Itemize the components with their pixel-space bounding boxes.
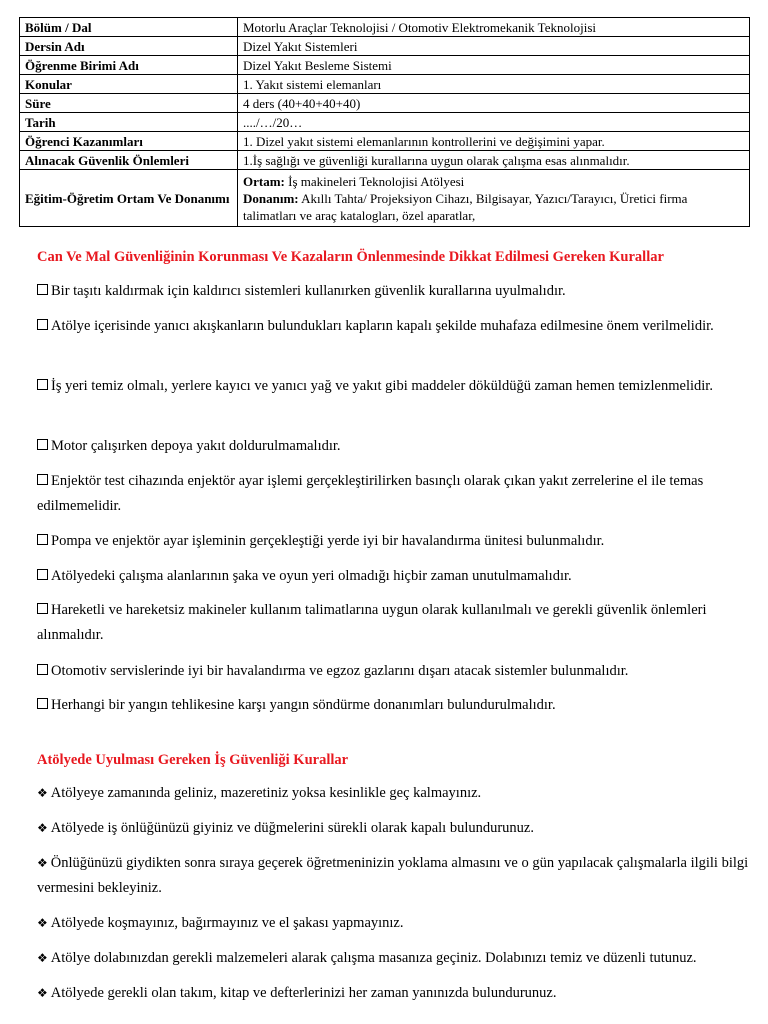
table-row bbox=[20, 94, 750, 113]
ortam-line bbox=[243, 173, 744, 190]
list-item bbox=[37, 434, 749, 459]
list-item bbox=[37, 693, 749, 718]
section-title-safety: Can Ve Mal Güvenliğinin Korunması Ve Kazaların Önlenmesinde Dikkat Edilmesi Gereken Kurallar bbox=[37, 249, 664, 265]
checkbox-icon bbox=[37, 664, 48, 675]
list-item bbox=[37, 469, 749, 519]
diamond-bullet-icon: ❖ bbox=[37, 856, 48, 870]
list-item bbox=[37, 598, 749, 648]
lesson-info-table bbox=[19, 17, 750, 227]
table-row bbox=[20, 18, 750, 37]
checkbox-icon bbox=[37, 319, 48, 330]
row-label: Konular bbox=[20, 75, 238, 94]
list-item bbox=[37, 564, 749, 589]
item-text: Atölyede iş önlüğünüzü giyiniz ve düğmelerini sürekli olarak kapalı bulundurunuz. bbox=[50, 820, 534, 836]
item-text: Atölye dolabınızdan gerekli malzemeleri alarak çalışma masanıza geçiniz. Dolabınızı temiz ve düzenli tutunuz. bbox=[50, 950, 697, 966]
item-text: Hareketli ve hareketsiz makineler kullanım talimatlarına uygun olarak kullanılmalı ve gerekli güvenlik önlemleri alınmalıdır. bbox=[37, 602, 707, 643]
list-item bbox=[37, 781, 749, 806]
table-row bbox=[20, 37, 750, 56]
row-label: Alınacak Güvenlik Önlemleri bbox=[20, 151, 238, 170]
checkbox-icon bbox=[37, 569, 48, 580]
diamond-bullet-icon: ❖ bbox=[37, 786, 48, 800]
row-label: Öğrenci Kazanımları bbox=[20, 132, 238, 151]
list-item bbox=[37, 946, 749, 971]
row-value: Dizel Yakıt Sistemleri bbox=[238, 37, 750, 56]
ortam-value: İş makineleri Teknolojisi Atölyesi bbox=[284, 173, 465, 189]
row-label: Tarih bbox=[20, 113, 238, 132]
section-title-workshop: Atölyede Uyulması Gereken İş Güvenliği Kurallar bbox=[37, 752, 349, 768]
list-item bbox=[37, 816, 749, 841]
checkbox-icon bbox=[37, 698, 48, 709]
list-item bbox=[37, 851, 749, 901]
ortam-key: Ortam: bbox=[243, 173, 285, 189]
row-value: Dizel Yakıt Besleme Sistemi bbox=[238, 56, 750, 75]
item-text: Önlüğünüzü giydikten sonra sıraya geçerek öğretmeninizin yoklama almasını ve o gün yapılacak çalışmalarla ilgili bilgi vermesini bekleyiniz. bbox=[37, 855, 749, 896]
item-text: Otomotiv servislerinde iyi bir havalandırma ve egzoz gazlarını dışarı atacak sistemler bulunmalıdır. bbox=[51, 663, 629, 679]
diamond-bullet-icon: ❖ bbox=[37, 986, 48, 1000]
item-text: Bir taşıtı kaldırmak için kaldırıcı sistemleri kullanırken güvenlik kurallarına uyulmalıdır. bbox=[51, 283, 566, 299]
table-row bbox=[20, 56, 750, 75]
row-value: ..../…/20… bbox=[238, 113, 750, 132]
donanim-value: Akıllı Tahta/ Projeksiyon Cihazı, Bilgisayar, Yazıcı/Tarayıcı, Üretici firma talimatları ve araç katalogları, özel aparatlar, bbox=[243, 190, 688, 223]
checkbox-icon bbox=[37, 379, 48, 390]
list-item bbox=[37, 529, 749, 554]
item-text: Atölyede koşmayınız, bağırmayınız ve el şakası yapmayınız. bbox=[50, 915, 404, 931]
item-text: Atölyedeki çalışma alanlarının şaka ve oyun yeri olmadığı hiçbir zaman unutulmamalıdır. bbox=[51, 568, 572, 584]
item-text: Pompa ve enjektör ayar işleminin gerçekleştiği yerde iyi bir havalandırma ünitesi bulunmalıdır. bbox=[51, 533, 605, 549]
row-value: Motorlu Araçlar Teknolojisi / Otomotiv Elektromekanik Teknolojisi bbox=[238, 18, 750, 37]
item-text: Atölye içerisinde yanıcı akışkanların bulundukları kapların kapalı şekilde muhafaza edilmesine önem verilmelidir. bbox=[51, 318, 714, 334]
item-text: İş yeri temiz olmalı, yerlere kayıcı ve yanıcı yağ ve yakıt gibi maddeler döküldüğü zaman hemen temizlenmelidir. bbox=[51, 378, 713, 394]
list-item bbox=[37, 314, 749, 339]
list-item bbox=[37, 659, 749, 684]
item-text: Atölyede gerekli olan takım, kitap ve defterlerinizi her zaman yanınızda bulundurunuz. bbox=[50, 985, 557, 1001]
table-row bbox=[20, 170, 750, 227]
row-label: Bölüm / Dal bbox=[20, 18, 238, 37]
table-row bbox=[20, 151, 750, 170]
row-value: 1. Dizel yakıt sistemi elemanlarının kontrollerini ve değişimini yapar. bbox=[238, 132, 750, 151]
row-value: 4 ders (40+40+40+40) bbox=[238, 94, 750, 113]
row-label: Öğrenme Birimi Adı bbox=[20, 56, 238, 75]
table-row bbox=[20, 132, 750, 151]
list-item bbox=[37, 374, 749, 399]
row-label: Eğitim-Öğretim Ortam Ve Donanımı bbox=[20, 170, 238, 227]
row-value bbox=[238, 170, 750, 227]
list-item bbox=[37, 911, 749, 936]
diamond-bullet-icon: ❖ bbox=[37, 821, 48, 835]
checkbox-icon bbox=[37, 439, 48, 450]
item-text: Herhangi bir yangın tehlikesine karşı yangın söndürme donanımları bulundurulmalıdır. bbox=[51, 697, 556, 713]
diamond-bullet-icon: ❖ bbox=[37, 951, 48, 965]
diamond-bullet-icon: ❖ bbox=[37, 916, 48, 930]
table-row bbox=[20, 75, 750, 94]
row-value: 1. Yakıt sistemi elemanları bbox=[238, 75, 750, 94]
row-label: Süre bbox=[20, 94, 238, 113]
donanim-line bbox=[243, 190, 744, 224]
row-value: 1.İş sağlığı ve güvenliği kurallarına uygun olarak çalışma esas alınmalıdır. bbox=[238, 151, 750, 170]
row-label: Dersin Adı bbox=[20, 37, 238, 56]
checkbox-icon bbox=[37, 534, 48, 545]
item-text: Enjektör test cihazında enjektör ayar işlemi gerçekleştirilirken basınçlı olarak çıkan yakıt zerrelerine el ile temas edilmemelidir. bbox=[37, 473, 704, 514]
item-text: Motor çalışırken depoya yakıt doldurulmamalıdır. bbox=[51, 438, 341, 454]
checkbox-icon bbox=[37, 603, 48, 614]
donanim-key: Donanım: bbox=[243, 190, 299, 206]
checkbox-icon bbox=[37, 474, 48, 485]
list-item bbox=[37, 279, 749, 304]
checkbox-icon bbox=[37, 284, 48, 295]
item-text: Atölyeye zamanında geliniz, mazeretiniz yoksa kesinlikle geç kalmayınız. bbox=[50, 785, 482, 801]
list-item bbox=[37, 981, 749, 1006]
table-row bbox=[20, 113, 750, 132]
